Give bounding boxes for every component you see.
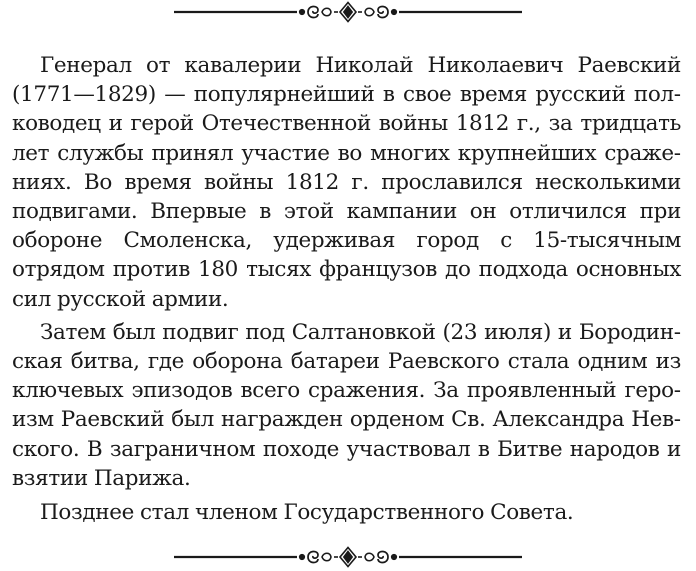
flourish-divider-icon (0, 1, 696, 23)
bottom-ornament-divider (0, 546, 696, 568)
paragraph-biography: Генерал от кавалерии Николай Николаевич Раевский (1771—1829) — популярнейший в свое время русский полководец и герой Отечественной войны 1812 г., за тридцать лет службы принял участие во многих крупнейших сражениях. Во время войны 1812 г. прославился несколькими подвигами. Впервые в этой кампании он отличился при обороне Смоленска, удерживая город с 15-тысячным отрядом против 180 тысях французов до подхода основных сил русской армии. (12, 53, 681, 312)
paragraph-battles: Затем был подвиг под Салтановкой (23 июля) и Бородинская битва, где оборона батареи Раевского стала одним из ключевых эпизодов всего сражения. За проявленный героизм Раевский был награжден орденом Св. Александра Невского. В заграничном походе участвовал в Битве народов и взятии Парижа. (12, 319, 681, 491)
paragraph-state-council: Позднее стал членом Государственного Совета. (40, 500, 574, 526)
flourish-divider-icon (0, 546, 696, 568)
document-body (12, 51, 681, 527)
top-ornament-divider (0, 1, 696, 23)
